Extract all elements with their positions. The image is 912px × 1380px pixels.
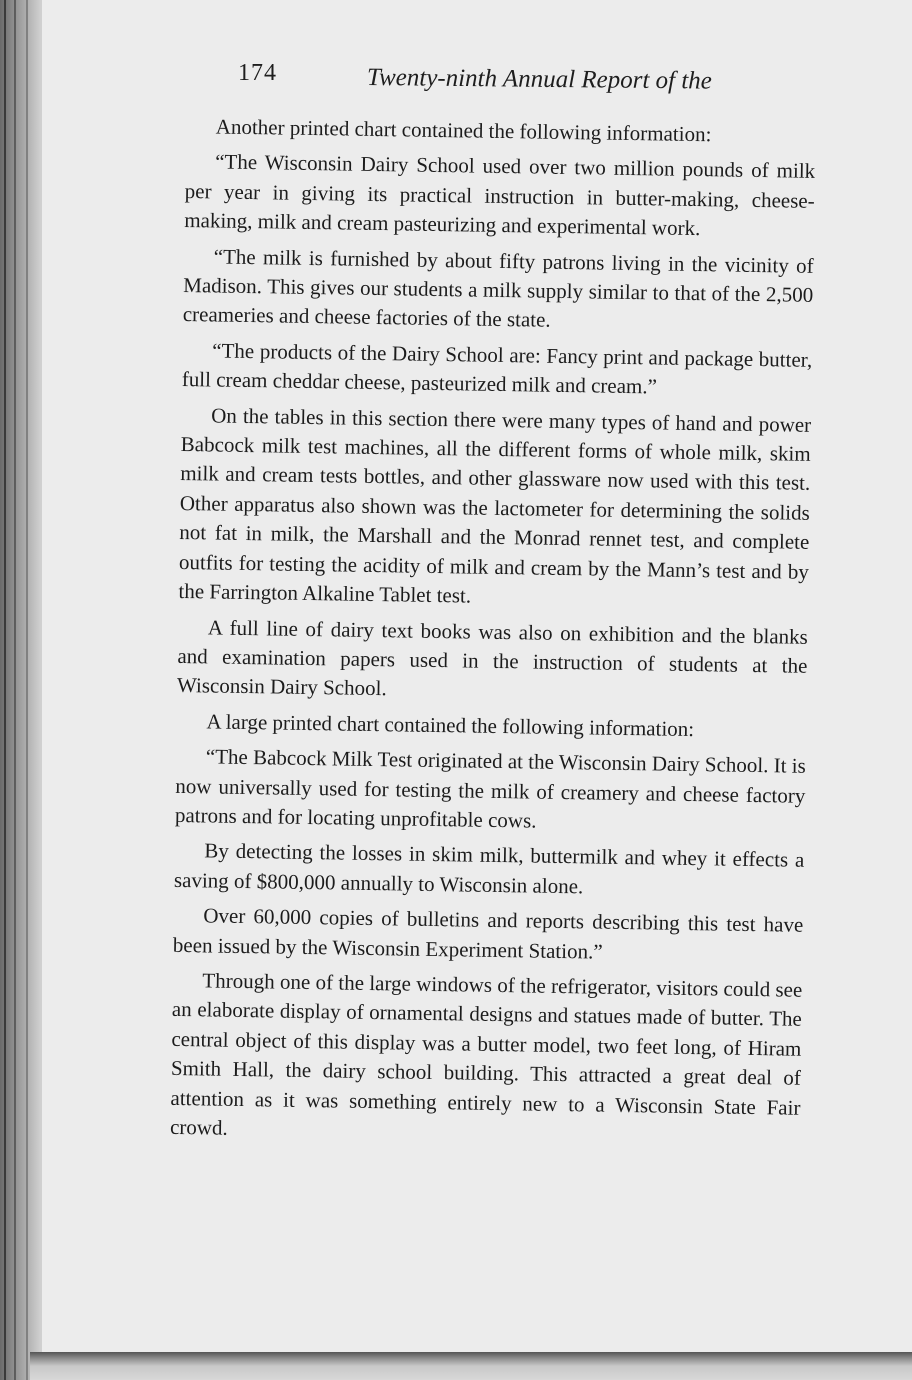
binding-edge	[4, 0, 6, 1380]
paragraph: By detecting the losses in skim milk, buttermilk and whey it effects a saving of $800,000 annually to Wisconsin alone.	[173, 838, 805, 899]
body-text	[170, 112, 816, 1152]
page-number: 174	[238, 60, 277, 86]
paragraph: “The products of the Dairy School are: Fancy print and package butter, full cream cheddar cheese, pasteurized milk and cream.”	[181, 338, 813, 399]
paragraph: “The milk is furnished by about fifty patrons living in the vicinity of Madison. This gives our students a milk supply similar to that of the 2,500 creameries and cheese factories of the state.	[182, 244, 814, 333]
page-header	[42, 60, 912, 100]
binding-edge	[26, 0, 28, 1380]
paragraph: Over 60,000 copies of bulletins and reports describing this test have been issued by the Wisconsin Experiment Station.”	[172, 903, 804, 964]
page-bottom-edge	[30, 1352, 912, 1380]
paragraph: Through one of the large windows of the refrigerator, visitors could see an elaborate display of ornamental designs and statues made of butter. The central object of this display was a butter model, two feet long, of Hiram Smith Hall, the dairy school building. This attracted a great deal of attention as it was something entirely new to a Wisconsin State Fair crowd.	[169, 968, 803, 1140]
paragraph: Another printed chart contained the following information:	[215, 114, 712, 147]
paragraph: On the tables in this section there were many types of hand and power Babcock milk test machines, all the different forms of whole milk, skim milk and cream tests bottles, and other glassware now used with this test. Other apparatus also shown was the lactometer for determining the solids not fat in milk, the Marshall and the Monrad rennet test, and complete outfits for testing the acidity of milk and cream by the Mann’s test and by the Farrington Alkaline Tablet test.	[178, 403, 812, 608]
paragraph: A large printed chart contained the following information:	[206, 709, 695, 741]
binding-edge	[14, 0, 16, 1380]
paragraph: “The Babcock Milk Test originated at the Wisconsin Dairy School. It is now universally used for testing the milk of creamery and cheese factory patrons and for locating unprofitable cows.	[174, 744, 806, 833]
paragraph: “The Wisconsin Dairy School used over two million pounds of milk per year in giving its practical instruction in butter-making, cheese-making, milk and cream pasteurizing and experimental work.	[184, 149, 816, 241]
paragraph: A full line of dairy text books was also on exhibition and the blanks and examination papers used in the instruction of students at the Wisconsin Dairy School.	[176, 614, 809, 701]
running-head: Twenty-ninth Annual Report of the	[366, 64, 713, 95]
